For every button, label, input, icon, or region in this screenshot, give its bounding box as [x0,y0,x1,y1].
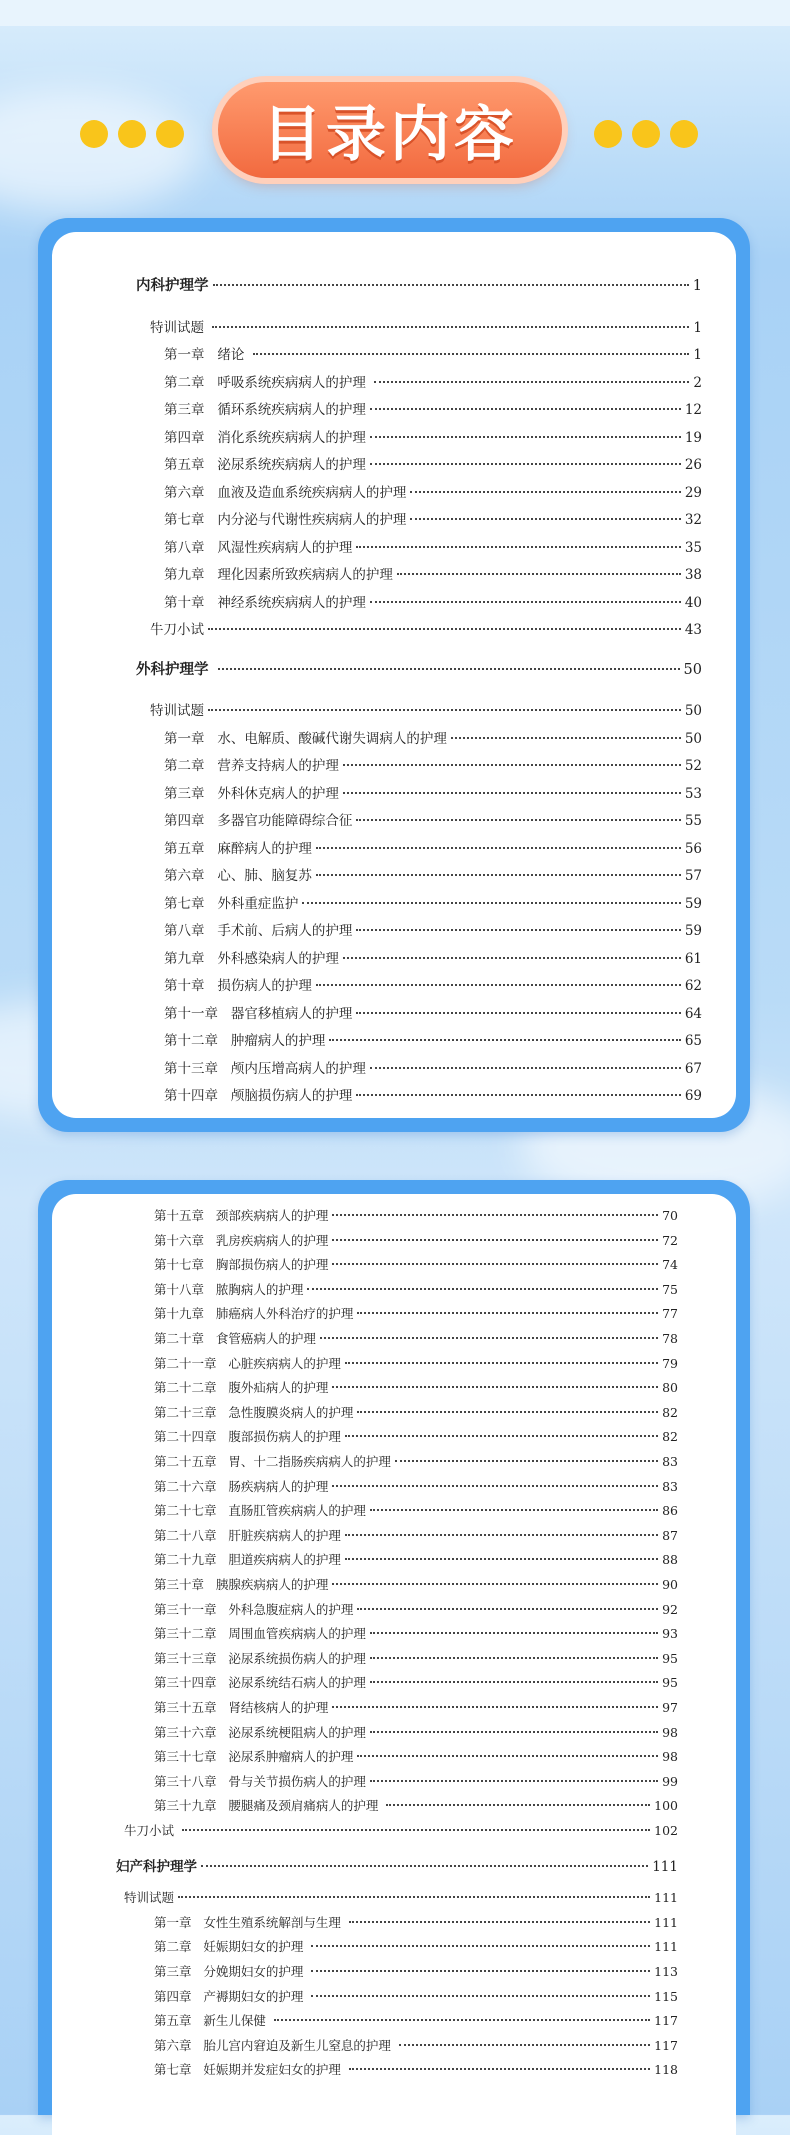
toc-page-number: 70 [662,1208,678,1223]
dot-leader [370,1509,658,1511]
toc-chapter-entry[interactable] [154,1747,678,1765]
toc-page-number: 75 [662,1281,678,1297]
dot-leader [357,1608,658,1610]
toc-page-number: 53 [684,785,702,802]
toc-page-number: 38 [684,567,702,583]
toc-chapter-entry[interactable] [164,919,702,939]
dot-leader [316,847,681,849]
toc-entry-label: 第一章 水、电解质、酸碱代谢失调病人的护理 [164,730,447,747]
toc-page-number: 29 [684,484,702,501]
toc-entry-label: 第五章 泌尿系统疾病病人的护理 [164,457,366,473]
toc-chapter-entry[interactable] [164,508,702,528]
toc-chapter-entry[interactable] [154,1913,678,1931]
dot-leader [357,1411,658,1413]
dot-leader [349,2068,650,2070]
toc-chapter-entry[interactable] [164,754,702,774]
toc-page-number: 52 [684,758,702,774]
dot-leader [253,353,690,355]
dot-leader [345,1534,658,1536]
toc-page-number: 61 [684,950,702,967]
dot-leader [343,764,681,766]
dot-leader [208,709,681,711]
toc-entry-label: 第十二章 肿瘤病人的护理 [164,1033,326,1049]
toc-chapter-entry[interactable] [154,1427,678,1445]
toc-chapter-entry[interactable] [164,343,702,363]
toc-entry-label: 特训试题 [150,319,209,336]
toc-chapter-entry[interactable] [154,2060,678,2078]
toc-entry-label: 第十一章 器官移植病人的护理 [164,1005,353,1022]
dot-leader [357,1755,658,1757]
dot-leader [213,284,689,286]
dot-decoration [670,120,698,148]
toc-page-number: 82 [662,1404,678,1420]
dot-leader [386,1804,650,1806]
toc-entry-label: 第六章 血液及造血系统疾病病人的护理 [164,484,407,501]
toc-page-number: 118 [654,2062,678,2078]
toc-entry-label: 第九章 理化因素所致疾病病人的护理 [164,567,393,583]
toc-chapter-entry[interactable] [164,453,702,473]
toc-entry-label: 第三十一章 外科急腹症病人的护理 [154,1601,354,1617]
toc-entry-label: 第三十九章 腰腿痛及颈肩痛病人的护理 [154,1798,383,1814]
toc-entry-label: 第三十八章 骨与关节损伤病人的护理 [154,1773,366,1789]
toc-page-number: 90 [662,1577,678,1592]
toc-chapter-entry[interactable] [164,371,702,391]
toc-chapter-entry[interactable] [154,2011,678,2029]
toc-entry-label: 第八章 手术前、后病人的护理 [164,923,353,939]
toc-page-number: 111 [652,1858,678,1875]
toc-chapter-entry[interactable] [164,727,702,747]
toc-page-number: 50 [684,730,702,747]
toc-page-number: 83 [662,1478,678,1494]
toc-chapter-entry[interactable] [154,1329,678,1347]
toc-entry-label: 第二十三章 急性腹膜炎病人的护理 [154,1404,354,1420]
toc-page-number: 32 [684,512,702,528]
toc-chapter-entry[interactable] [154,1796,678,1814]
dot-leader [370,408,681,410]
toc-page-number: 77 [662,1306,678,1322]
toc-chapter-entry[interactable] [154,1526,678,1544]
toc-entry-label: 第三十五章 肾结核病人的护理 [154,1700,329,1715]
dot-leader [302,902,680,904]
toc-entry-label: 第三章 分娩期妇女的护理 [154,1964,308,1979]
toc-entry-label: 第十五章 颈部疾病病人的护理 [154,1208,329,1223]
toc-subsection-entry[interactable] [150,699,702,719]
toc-entry-label: 第十章 神经系统疾病病人的护理 [164,594,366,611]
toc-entry-label: 第二十章 食管癌病人的护理 [154,1331,316,1346]
toc-chapter-entry[interactable] [164,426,702,446]
toc-chapter-entry[interactable] [164,809,702,829]
toc-page-number: 100 [654,1798,678,1814]
toc-chapter-entry[interactable] [154,1624,678,1642]
toc-entry-label: 内科护理学 [136,278,209,294]
toc-chapter-entry[interactable] [164,563,702,583]
toc-entry-label: 特训试题 [150,703,204,719]
toc-entry-label: 妇产科护理学 [116,1858,197,1875]
toc-entry-label: 第二章 营养支持病人的护理 [164,758,339,774]
toc-entry-label: 第十三章 颅内压增高病人的护理 [164,1060,366,1077]
toc-chapter-entry[interactable] [154,1698,678,1716]
dot-leader [356,929,680,931]
toc-entry-label: 第六章 胎儿宫内窘迫及新生儿窒息的护理 [154,2037,395,2053]
title-banner [0,80,790,190]
toc-chapter-entry[interactable] [154,1304,678,1322]
dot-leader [332,1583,658,1585]
toc-page-number: 1 [692,278,702,294]
toc-chapter-entry[interactable] [154,1673,678,1691]
toc-page-number: 93 [662,1626,678,1642]
toc-chapter-entry[interactable] [154,1255,678,1273]
toc-page-number: 113 [654,1964,678,1979]
toc-entry-label: 第二章 妊娠期妇女的护理 [154,1939,308,1955]
dot-leader [370,1731,658,1733]
toc-entry-label: 特训试题 [124,1890,175,1906]
toc-chapter-entry[interactable] [154,1501,678,1519]
toc-page-number: 43 [684,622,702,638]
dot-leader [307,1288,658,1290]
toc-entry-label: 第三十二章 周围血管疾病病人的护理 [154,1626,366,1642]
toc-page-number: 50 [684,703,702,719]
toc-card-1 [38,218,750,1132]
toc-chapter-entry[interactable] [164,1029,702,1049]
toc-page-number: 72 [662,1232,678,1248]
toc-page-number: 88 [662,1552,678,1568]
page-title: 目录内容 [262,100,518,170]
toc-chapter-entry[interactable] [154,1937,678,1955]
dot-leader [208,628,681,630]
dot-leader [370,1632,658,1634]
toc-chapter-entry[interactable] [164,1057,702,1077]
dot-leader [332,1214,658,1216]
dot-leader [332,1485,658,1487]
toc-chapter-entry[interactable] [164,398,702,418]
toc-page-number: 102 [654,1823,678,1838]
toc-chapter-entry[interactable] [154,1477,678,1495]
toc-chapter-entry[interactable] [154,1354,678,1372]
toc-page-number: 98 [662,1749,678,1765]
toc-chapter-entry[interactable] [164,892,702,912]
dot-decoration [118,120,146,148]
dot-leader [370,1681,658,1683]
dot-decoration [80,120,108,148]
toc-page-number: 78 [662,1331,678,1346]
toc-entry-label: 第二十二章 腹外疝病人的护理 [154,1380,329,1396]
toc-page-number: 95 [662,1675,678,1691]
dot-leader [356,546,680,548]
toc-page-number: 59 [684,895,702,912]
dot-leader [370,601,681,603]
right-dots-decoration [594,120,698,148]
toc-entry-label: 第二章 呼吸系统疾病病人的护理 [164,374,371,391]
toc-entry-label: 第七章 内分泌与代谢性疾病病人的护理 [164,512,407,528]
dot-leader [370,436,681,438]
toc-chapter-entry[interactable] [154,1575,678,1593]
dot-leader [332,1263,658,1265]
dot-leader [329,1039,680,1041]
toc-page-number: 115 [654,1988,678,2004]
dot-leader [356,819,680,821]
toc-chapter-entry[interactable] [164,837,702,857]
toc-entry-label: 外科护理学 [136,661,214,678]
dot-leader [451,737,681,739]
toc-entry-label: 第二十一章 心脏疾病病人的护理 [154,1355,341,1371]
toc-page-number: 87 [662,1527,678,1543]
dot-leader [399,2044,650,2046]
toc-entry-label: 第九章 外科感染病人的护理 [164,950,339,967]
toc-page-number: 59 [684,923,702,939]
dot-leader [345,1435,658,1437]
dot-leader [370,1780,658,1782]
toc-entry-label: 牛刀小试 [124,1823,178,1838]
toc-section-heading[interactable] [116,1855,678,1875]
toc-chapter-entry[interactable] [154,1378,678,1396]
toc-entry-label: 第三十章 胰腺疾病病人的护理 [154,1577,329,1592]
toc-entry-label: 第三十七章 泌尿系肿瘤病人的护理 [154,1749,354,1765]
toc-entry-label: 第二十七章 直肠肛管疾病病人的护理 [154,1503,366,1519]
toc-page-number: 12 [684,402,702,418]
toc-chapter-entry[interactable] [164,536,702,556]
toc-page-number: 95 [662,1650,678,1666]
toc-page-number: 111 [654,1890,678,1906]
toc-page-number: 26 [684,457,702,473]
toc-entry-label: 第三十六章 泌尿系统梗阻病人的护理 [154,1724,366,1740]
dot-leader [212,326,689,328]
toc-entry-label: 第四章 产褥期妇女的护理 [154,1988,308,2004]
toc-entry-label: 第二十八章 肝脏疾病病人的护理 [154,1527,341,1543]
toc-entry-label: 第二十六章 肠疾病病人的护理 [154,1478,329,1494]
toc-page-number: 65 [684,1033,702,1049]
dot-leader [356,1094,680,1096]
toc-chapter-entry[interactable] [154,1550,678,1568]
toc-entry-label: 第十八章 脓胸病人的护理 [154,1281,304,1297]
toc-page-number: 111 [654,1914,678,1930]
dot-leader [356,1012,680,1014]
toc-chapter-entry[interactable] [164,947,702,967]
toc-chapter-entry[interactable] [164,1002,702,1022]
toc-page-number: 82 [662,1429,678,1445]
dot-leader [332,1239,658,1241]
toc-page-number: 99 [662,1773,678,1789]
toc-page-number: 1 [693,319,702,336]
toc-chapter-entry[interactable] [164,782,702,802]
toc-entry-label: 第二十五章 胃、十二指肠疾病病人的护理 [154,1454,391,1469]
toc-entry-label: 第四章 消化系统疾病病人的护理 [164,429,366,446]
toc-entry-label: 第二十四章 腹部损伤病人的护理 [154,1429,341,1445]
dot-leader [345,1362,658,1364]
dot-leader [395,1460,658,1462]
dot-leader [320,1337,658,1339]
toc-entry-label: 第十四章 颅脑损伤病人的护理 [164,1088,353,1104]
toc-page-number: 67 [684,1060,702,1077]
dot-leader [349,1921,650,1923]
dot-leader [311,1945,650,1947]
toc-page-number: 50 [683,661,702,678]
toc-entry-label: 第三章 外科休克病人的护理 [164,785,339,802]
toc-chapter-entry[interactable] [164,591,702,611]
dot-leader [316,984,681,986]
toc-entry-label: 第七章 妊娠期并发症妇女的护理 [154,2062,345,2078]
toc-page-number: 19 [684,429,702,446]
toc-entry-label: 第十章 损伤病人的护理 [164,978,312,994]
toc-page-number: 92 [662,1601,678,1617]
title-pill [218,82,562,178]
toc-subsection-entry[interactable] [124,1888,678,1906]
toc-chapter-entry[interactable] [154,1206,678,1224]
toc-chapter-entry[interactable] [154,2036,678,2054]
toc-entry-label: 牛刀小试 [150,622,204,638]
toc-entry-label: 第三十四章 泌尿系统结石病人的护理 [154,1675,366,1691]
toc-entry-label: 第十六章 乳房疾病病人的护理 [154,1232,329,1248]
toc-page-number: 117 [654,2037,678,2053]
dot-leader [374,381,689,383]
toc-page-number: 56 [684,840,702,857]
dot-leader [274,2019,650,2021]
toc-page-number: 62 [684,978,702,994]
dot-leader [370,1067,681,1069]
toc-section-heading[interactable] [136,274,702,295]
toc-page-number: 55 [684,813,702,829]
dot-leader [201,1865,648,1867]
toc-chapter-entry[interactable] [154,1962,678,1980]
toc-chapter-entry[interactable] [154,1987,678,2005]
toc-page-number: 2 [693,374,702,391]
toc-page-number: 1 [693,347,702,363]
toc-entry-label: 第十七章 胸部损伤病人的护理 [154,1257,329,1273]
dot-leader [357,1312,658,1314]
dot-leader [345,1558,658,1560]
dot-leader [343,792,681,794]
toc-subsection-entry[interactable] [150,618,702,638]
toc-page-number: 69 [684,1088,702,1104]
toc-chapter-entry[interactable] [154,1403,678,1421]
toc-section-heading[interactable] [136,658,702,679]
toc-entry-label: 第一章 女性生殖系统解剖与生理 [154,1914,345,1930]
toc-entry-label: 第二十九章 胆道疾病病人的护理 [154,1552,341,1568]
toc-page-number: 97 [662,1700,678,1715]
toc-entry-label: 第三章 循环系统疾病病人的护理 [164,402,366,418]
toc-card-2-content [52,1194,736,2135]
toc-chapter-entry[interactable] [164,864,702,884]
toc-chapter-entry[interactable] [154,1231,678,1249]
toc-page-number: 111 [654,1939,678,1955]
dot-leader [332,1706,658,1708]
dot-decoration [632,120,660,148]
toc-entry-label: 第一章 绪论 [164,347,249,363]
toc-page-number: 83 [662,1454,678,1469]
dot-leader [370,463,681,465]
toc-chapter-entry[interactable] [154,1723,678,1741]
dot-leader [397,573,681,575]
dot-leader [311,1995,650,1997]
top-bar [0,0,790,26]
toc-page-number: 117 [654,2013,678,2029]
toc-chapter-entry[interactable] [154,1280,678,1298]
toc-subsection-entry[interactable] [150,316,702,336]
toc-chapter-entry[interactable] [164,1084,702,1104]
toc-page-number: 98 [662,1724,678,1740]
toc-page-number: 80 [662,1380,678,1396]
toc-entry-label: 第八章 风湿性疾病病人的护理 [164,539,353,556]
dot-decoration [594,120,622,148]
left-dots-decoration [80,120,184,148]
toc-page-number: 74 [662,1257,678,1273]
dot-leader [332,1386,658,1388]
dot-leader [182,1829,650,1831]
toc-entry-label: 第七章 外科重症监护 [164,895,299,912]
toc-chapter-entry[interactable] [154,1452,678,1470]
dot-leader [316,874,681,876]
toc-entry-label: 第十九章 肺癌病人外科治疗的护理 [154,1306,354,1322]
toc-page-number: 57 [684,868,702,884]
toc-entry-label: 第六章 心、肺、脑复苏 [164,868,312,884]
toc-entry-label: 第五章 新生儿保健 [154,2013,270,2029]
dot-leader [343,957,681,959]
dot-decoration [156,120,184,148]
toc-page-number: 40 [684,594,702,611]
dot-leader [218,668,680,670]
dot-leader [370,1657,658,1659]
dot-leader [311,1970,650,1972]
toc-chapter-entry[interactable] [154,1600,678,1618]
dot-leader [410,491,680,493]
toc-entry-label: 第四章 多器官功能障碍综合征 [164,813,353,829]
toc-page-number: 64 [684,1005,702,1022]
toc-chapter-entry[interactable] [154,1649,678,1667]
toc-entry-label: 第三十三章 泌尿系统损伤病人的护理 [154,1650,366,1666]
toc-card-1-content [52,232,736,1118]
toc-chapter-entry[interactable] [154,1772,678,1790]
toc-card-2 [38,1180,750,2115]
toc-page-number: 79 [662,1355,678,1371]
toc-page-number: 86 [662,1503,678,1519]
toc-subsection-entry[interactable] [124,1821,678,1839]
toc-chapter-entry[interactable] [164,974,702,994]
dot-leader [410,518,680,520]
dot-leader [178,1896,650,1898]
toc-entry-label: 第五章 麻醉病人的护理 [164,840,312,857]
toc-page-number: 35 [684,539,702,556]
toc-chapter-entry[interactable] [164,481,702,501]
